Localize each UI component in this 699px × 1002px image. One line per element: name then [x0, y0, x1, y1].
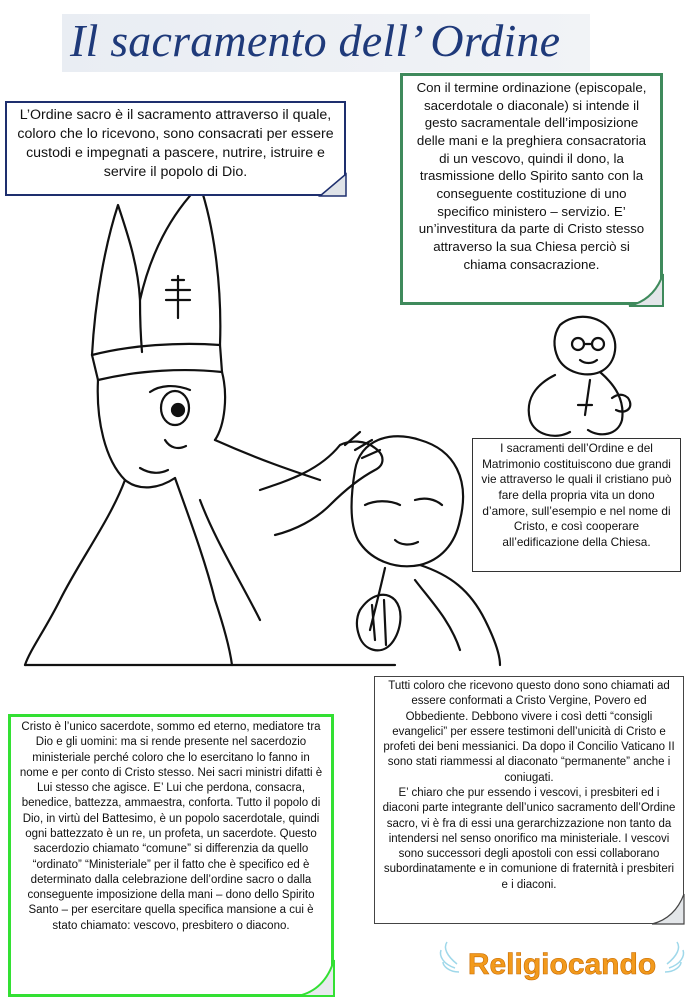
page-curl-icon — [318, 172, 348, 198]
priesthood-box — [8, 714, 334, 997]
svg-text:Religiocando: Religiocando — [467, 948, 657, 981]
page-curl-icon — [650, 892, 686, 926]
priesthood-text: Cristo è l’unico sacerdote, sommo ed eterno, mediatore tra Dio e gli uomini: ma si rende presente nel sacerdozio ministeriale perché coloro che lo esercitano lo fanno in nome e per conto di Cristo stesso. Nei sacri ministri difatti è Lui stesso che agisce. E’ Lui che perdona, consacra, benedice, battezza, ammaestra, conforta. Tutto il popolo di Dio, in virtù del Battesimo, è un popolo sacerdotale, quindi ogni battezzato è un re, un profeta, un sacerdote. Questo sacerdozio chiamato “comune” si differenzia da quello “ordinato” “Ministeriale” per il fatto che è specifico ed è determinato dalla celebrazione dell’ordine sacro o dalla conseguente imposizione della mani – dono dello Spirito Santo – per esercitare quella specifica mansione a cui è stato chiamato: vescovo, presbitero o diacono. — [19, 721, 323, 932]
intro-text: L’Ordine sacro è il sacramento attraverso il quale, coloro che lo ricevono, sono consacrati per essere custodi e impegnati a pascere, nutrire, istruire e servire il popolo di Dio. — [17, 107, 334, 180]
page-curl-icon — [296, 958, 336, 998]
page-curl-icon — [627, 272, 665, 308]
religiocando-logo — [437, 934, 687, 994]
ordination-text: Con il termine ordinazione (episcopale, sacerdotale o diaconale) si intende il gesto sacramentale dell’imposizione delle mani e la preghiera consacratoria di un vescovo, quindi il dono, la trasmissione dello Spirito santo con la conseguente costituzione di uno specifico ministero – servizio. E’ un’investitura da parte di Cristo stesso attraverso la sua Chiesa perciò si chiama consacrazione. — [416, 80, 647, 272]
vocation-text: Tutti coloro che ricevono questo dono sono chiamati ad essere conformati a Cristo Vergine, Povero ed Obbediente. Debbono vivere i così detti “consigli evangelici” per essere testimoni dell’unicità di Cristo e profeti dei beni messianici. Da dopo il Concilio Vaticano II sono stati riammessi al diaconato “permanente” anche i coniugati. E’ chiaro che pur essendo i vescovi, i presbiteri ed i diaconi parte integrante dell’unico sacramento dell’Ordine sacro, vi è fra di essi una gerarchizzazione non tanto da intendersi nel senso onorifico ma ministeriale. I vescovi sono successori degli apostoli con essi collaborano subordinatamente e in comunione di fraternità i presbiteri e i diaconi. — [382, 680, 676, 891]
ordination-box — [400, 73, 663, 305]
vocation-box — [374, 676, 684, 924]
page-title: Il sacramento dell’ Ordine — [70, 15, 561, 66]
intro-box — [5, 101, 346, 196]
sacraments-text: I sacramenti dell’Ordine e del Matrimonio costituiscono due grandi vie attraverso le quali il cristiano può fare della propria vita un dono d’amore, sull’esempio e nel nome di Cristo, e così cooperare all’edificazione della Chiesa. — [481, 441, 672, 550]
sacraments-box — [472, 438, 681, 572]
